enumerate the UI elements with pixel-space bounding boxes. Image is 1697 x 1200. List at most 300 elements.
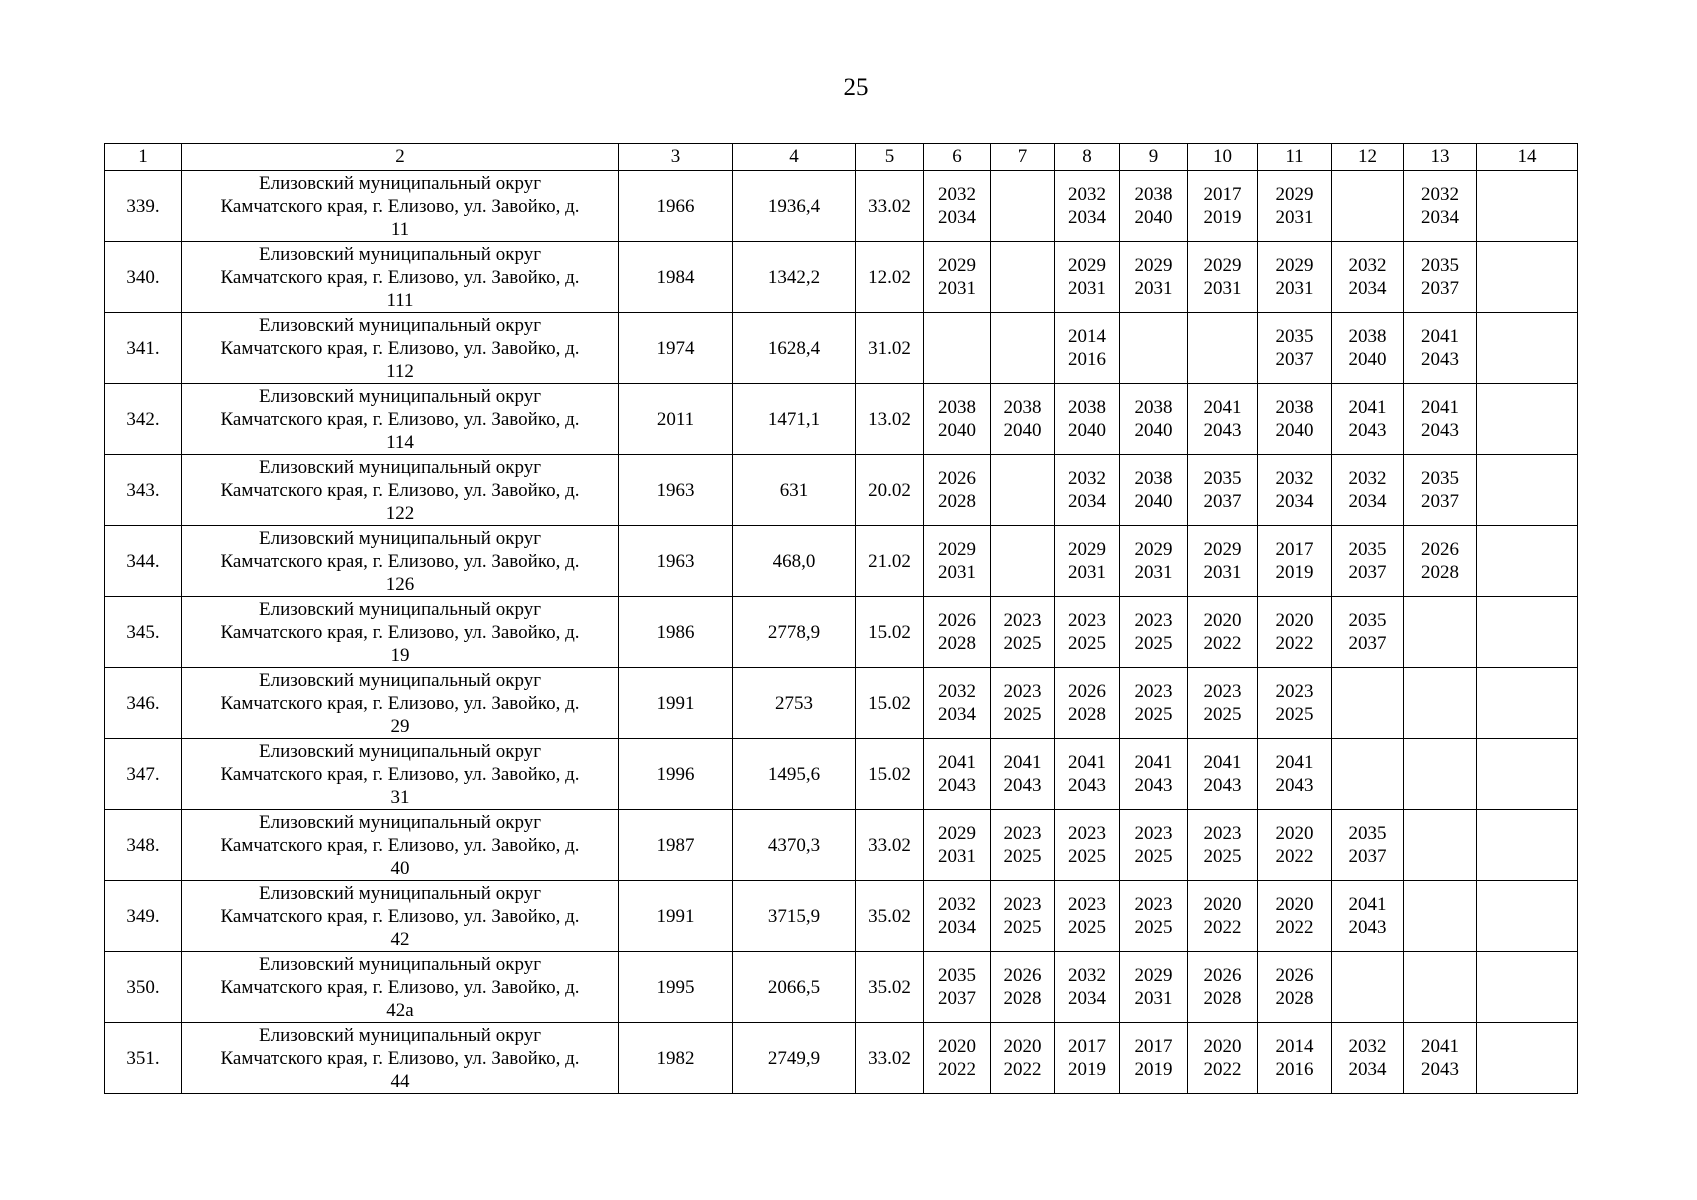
period-cell bbox=[1120, 810, 1188, 881]
period-end: 2034 bbox=[1348, 278, 1387, 299]
code-cell: 12.02 bbox=[856, 242, 924, 313]
address-line: Камчатского края, г. Елизово, ул. Завойко, д. bbox=[220, 1047, 580, 1069]
period-end: 2037 bbox=[1348, 633, 1387, 654]
area-cell: 4370,3 bbox=[733, 810, 856, 881]
row-number-cell: 351. bbox=[105, 1023, 182, 1094]
period-start: 2038 bbox=[1068, 397, 1106, 418]
period-end: 2034 bbox=[1348, 1059, 1387, 1080]
period-end: 2037 bbox=[1275, 349, 1314, 370]
period-end: 2034 bbox=[1068, 988, 1106, 1009]
period-start: 2041 bbox=[1421, 326, 1459, 347]
period-end: 2043 bbox=[1348, 420, 1387, 441]
period-cell bbox=[924, 810, 991, 881]
period-cell bbox=[1477, 881, 1578, 952]
period-cell bbox=[991, 668, 1055, 739]
period-cell bbox=[1332, 171, 1404, 242]
period-cell bbox=[1477, 384, 1578, 455]
address-line: Елизовский муниципальный округ bbox=[259, 385, 541, 407]
row-number-cell: 343. bbox=[105, 455, 182, 526]
period-start: 2029 bbox=[1134, 539, 1173, 560]
column-header: 14 bbox=[1477, 144, 1578, 171]
period-end: 2025 bbox=[1275, 704, 1314, 725]
column-header: 4 bbox=[733, 144, 856, 171]
address-line: 111 bbox=[386, 289, 414, 311]
period-cell bbox=[1188, 384, 1258, 455]
code-cell: 35.02 bbox=[856, 881, 924, 952]
column-header: 7 bbox=[991, 144, 1055, 171]
period-start: 2032 bbox=[1275, 468, 1314, 489]
period-end: 2034 bbox=[1348, 491, 1387, 512]
area-cell: 631 bbox=[733, 455, 856, 526]
address-line: Елизовский муниципальный округ bbox=[259, 811, 541, 833]
address-cell bbox=[182, 455, 619, 526]
period-start: 2020 bbox=[1203, 610, 1242, 631]
period-end: 2025 bbox=[1068, 846, 1106, 867]
period-cell bbox=[924, 739, 991, 810]
period-end: 2025 bbox=[1003, 846, 1042, 867]
address-cell bbox=[182, 597, 619, 668]
period-start: 2029 bbox=[1275, 255, 1314, 276]
period-end: 2043 bbox=[1275, 775, 1314, 796]
period-end: 2037 bbox=[1348, 846, 1387, 867]
row-number-cell: 342. bbox=[105, 384, 182, 455]
area-cell: 2066,5 bbox=[733, 952, 856, 1023]
period-start: 2020 bbox=[938, 1036, 976, 1057]
period-cell bbox=[1404, 526, 1477, 597]
period-end: 2022 bbox=[1203, 1059, 1242, 1080]
area-cell: 2749,9 bbox=[733, 1023, 856, 1094]
period-cell bbox=[1188, 1023, 1258, 1094]
period-cell bbox=[1120, 313, 1188, 384]
period-end: 2040 bbox=[1134, 207, 1173, 228]
period-start: 2017 bbox=[1068, 1036, 1106, 1057]
period-start: 2023 bbox=[1134, 823, 1173, 844]
period-cell bbox=[1258, 952, 1332, 1023]
period-end: 2040 bbox=[1003, 420, 1042, 441]
address-line: Елизовский муниципальный округ bbox=[259, 669, 541, 691]
period-end: 2022 bbox=[1275, 917, 1314, 938]
period-cell bbox=[991, 597, 1055, 668]
header-row bbox=[105, 144, 1578, 171]
address-cell bbox=[182, 1023, 619, 1094]
year-built-cell: 1996 bbox=[619, 739, 733, 810]
period-cell bbox=[1055, 313, 1120, 384]
period-start: 2035 bbox=[1275, 326, 1314, 347]
period-cell bbox=[1332, 881, 1404, 952]
period-cell bbox=[1120, 668, 1188, 739]
period-cell bbox=[1404, 597, 1477, 668]
period-end: 2019 bbox=[1203, 207, 1242, 228]
period-end: 2043 bbox=[1203, 775, 1242, 796]
period-cell bbox=[1332, 952, 1404, 1023]
period-end: 2043 bbox=[1421, 349, 1459, 370]
period-cell bbox=[1332, 526, 1404, 597]
address-line: Камчатского края, г. Елизово, ул. Завойко, д. bbox=[220, 976, 580, 998]
row-number-cell: 349. bbox=[105, 881, 182, 952]
period-start: 2023 bbox=[1003, 823, 1042, 844]
period-cell bbox=[991, 1023, 1055, 1094]
period-cell bbox=[1332, 455, 1404, 526]
period-cell bbox=[1055, 455, 1120, 526]
period-cell bbox=[1055, 739, 1120, 810]
period-start: 2029 bbox=[1275, 184, 1314, 205]
year-built-cell: 1966 bbox=[619, 171, 733, 242]
period-cell bbox=[1404, 1023, 1477, 1094]
address-cell bbox=[182, 242, 619, 313]
period-cell bbox=[1055, 242, 1120, 313]
address-line: Камчатского края, г. Елизово, ул. Завойко, д. bbox=[220, 479, 580, 501]
period-end: 2043 bbox=[1003, 775, 1042, 796]
address-line: 42 bbox=[390, 928, 410, 950]
period-cell bbox=[1188, 668, 1258, 739]
column-header: 10 bbox=[1188, 144, 1258, 171]
period-cell bbox=[924, 881, 991, 952]
year-built-cell: 1984 bbox=[619, 242, 733, 313]
period-cell bbox=[1188, 526, 1258, 597]
period-start: 2032 bbox=[1348, 255, 1387, 276]
period-cell bbox=[924, 668, 991, 739]
column-header: 8 bbox=[1055, 144, 1120, 171]
period-end: 2031 bbox=[1068, 562, 1106, 583]
address-line: 11 bbox=[390, 218, 410, 240]
period-start: 2035 bbox=[1203, 468, 1242, 489]
table-row bbox=[105, 1023, 1578, 1094]
period-start: 2035 bbox=[1348, 539, 1387, 560]
area-cell: 1628,4 bbox=[733, 313, 856, 384]
year-built-cell: 1963 bbox=[619, 526, 733, 597]
period-start: 2038 bbox=[1003, 397, 1042, 418]
buildings-table bbox=[104, 143, 1578, 1094]
column-header: 2 bbox=[182, 144, 619, 171]
period-start: 2014 bbox=[1068, 326, 1106, 347]
period-end: 2019 bbox=[1134, 1059, 1173, 1080]
address-cell bbox=[182, 739, 619, 810]
address-line: Камчатского края, г. Елизово, ул. Завойко, д. bbox=[220, 834, 580, 856]
period-cell bbox=[1404, 242, 1477, 313]
period-end: 2025 bbox=[1134, 633, 1173, 654]
period-cell bbox=[924, 171, 991, 242]
period-end: 2031 bbox=[1134, 562, 1173, 583]
period-end: 2037 bbox=[1348, 562, 1387, 583]
period-start: 2035 bbox=[1421, 255, 1459, 276]
period-cell bbox=[924, 1023, 991, 1094]
period-start: 2017 bbox=[1275, 539, 1314, 560]
period-start: 2038 bbox=[1275, 397, 1314, 418]
period-start: 2038 bbox=[1348, 326, 1387, 347]
column-header: 11 bbox=[1258, 144, 1332, 171]
address-line: Камчатского края, г. Елизово, ул. Завойко, д. bbox=[220, 905, 580, 927]
column-header: 13 bbox=[1404, 144, 1477, 171]
period-end: 2031 bbox=[1134, 278, 1173, 299]
address-line: Камчатского края, г. Елизово, ул. Завойко, д. bbox=[220, 337, 580, 359]
period-cell bbox=[1258, 1023, 1332, 1094]
period-cell bbox=[1055, 668, 1120, 739]
period-cell bbox=[1055, 384, 1120, 455]
period-cell bbox=[1188, 739, 1258, 810]
code-cell: 20.02 bbox=[856, 455, 924, 526]
period-start: 2029 bbox=[938, 255, 976, 276]
period-cell bbox=[991, 171, 1055, 242]
period-start: 2026 bbox=[1203, 965, 1242, 986]
period-cell bbox=[1332, 668, 1404, 739]
year-built-cell: 2011 bbox=[619, 384, 733, 455]
column-header: 1 bbox=[105, 144, 182, 171]
period-start: 2026 bbox=[938, 468, 976, 489]
period-cell bbox=[1477, 242, 1578, 313]
code-cell: 31.02 bbox=[856, 313, 924, 384]
row-number-cell: 347. bbox=[105, 739, 182, 810]
code-cell: 33.02 bbox=[856, 810, 924, 881]
row-number-cell: 345. bbox=[105, 597, 182, 668]
period-end: 2031 bbox=[1203, 562, 1242, 583]
period-cell bbox=[1404, 810, 1477, 881]
period-cell bbox=[1477, 1023, 1578, 1094]
period-start: 2023 bbox=[1003, 894, 1042, 915]
period-start: 2023 bbox=[1275, 681, 1314, 702]
period-start: 2023 bbox=[1068, 610, 1106, 631]
period-end: 2025 bbox=[1134, 917, 1173, 938]
page-number: 25 bbox=[843, 74, 869, 101]
address-line: Камчатского края, г. Елизово, ул. Завойко, д. bbox=[220, 266, 580, 288]
period-start: 2038 bbox=[1134, 184, 1173, 205]
column-header: 9 bbox=[1120, 144, 1188, 171]
period-start: 2032 bbox=[1421, 184, 1459, 205]
period-cell bbox=[1404, 881, 1477, 952]
period-end: 2028 bbox=[938, 491, 976, 512]
period-end: 2031 bbox=[1068, 278, 1106, 299]
period-start: 2041 bbox=[1068, 752, 1106, 773]
address-line: Елизовский муниципальный округ bbox=[259, 172, 541, 194]
period-end: 2031 bbox=[1275, 278, 1314, 299]
period-start: 2020 bbox=[1203, 1036, 1242, 1057]
address-line: 29 bbox=[390, 715, 410, 737]
period-start: 2029 bbox=[1203, 255, 1242, 276]
period-cell bbox=[1258, 384, 1332, 455]
period-cell bbox=[1055, 171, 1120, 242]
period-end: 2040 bbox=[938, 420, 976, 441]
table-row bbox=[105, 242, 1578, 313]
period-cell bbox=[1332, 384, 1404, 455]
period-cell bbox=[1404, 739, 1477, 810]
period-cell bbox=[924, 384, 991, 455]
period-start: 2032 bbox=[938, 894, 976, 915]
period-start: 2020 bbox=[1003, 1036, 1042, 1057]
period-cell bbox=[1477, 171, 1578, 242]
period-cell bbox=[1404, 171, 1477, 242]
period-cell bbox=[1258, 881, 1332, 952]
period-start: 2041 bbox=[1421, 1036, 1459, 1057]
period-cell bbox=[1258, 739, 1332, 810]
year-built-cell: 1974 bbox=[619, 313, 733, 384]
period-end: 2034 bbox=[1068, 491, 1106, 512]
period-end: 2025 bbox=[1068, 633, 1106, 654]
period-end: 2031 bbox=[1275, 207, 1314, 228]
address-line: Камчатского края, г. Елизово, ул. Завойко, д. bbox=[220, 195, 580, 217]
table-row bbox=[105, 455, 1578, 526]
period-start: 2029 bbox=[1068, 255, 1106, 276]
period-end: 2028 bbox=[1275, 988, 1314, 1009]
code-cell: 15.02 bbox=[856, 739, 924, 810]
period-end: 2043 bbox=[1134, 775, 1173, 796]
address-line: Елизовский муниципальный округ bbox=[259, 882, 541, 904]
period-start: 2032 bbox=[1348, 1036, 1387, 1057]
period-start: 2032 bbox=[1348, 468, 1387, 489]
period-end: 2031 bbox=[1134, 988, 1173, 1009]
period-end: 2043 bbox=[1421, 1059, 1459, 1080]
period-start: 2029 bbox=[1134, 965, 1173, 986]
period-end: 2043 bbox=[1348, 917, 1387, 938]
period-end: 2025 bbox=[1003, 704, 1042, 725]
period-cell bbox=[1477, 313, 1578, 384]
row-number-cell: 346. bbox=[105, 668, 182, 739]
area-cell: 1936,4 bbox=[733, 171, 856, 242]
area-cell: 468,0 bbox=[733, 526, 856, 597]
period-start: 2029 bbox=[1134, 255, 1173, 276]
period-cell bbox=[924, 313, 991, 384]
period-cell bbox=[1332, 242, 1404, 313]
address-line: Елизовский муниципальный округ bbox=[259, 953, 541, 975]
period-start: 2035 bbox=[1348, 610, 1387, 631]
table-row bbox=[105, 171, 1578, 242]
period-start: 2023 bbox=[1134, 681, 1173, 702]
period-cell bbox=[991, 455, 1055, 526]
period-cell bbox=[1477, 810, 1578, 881]
period-cell bbox=[991, 952, 1055, 1023]
period-end: 2022 bbox=[1275, 846, 1314, 867]
period-cell bbox=[1055, 1023, 1120, 1094]
address-line: Камчатского края, г. Елизово, ул. Завойко, д. bbox=[220, 763, 580, 785]
period-start: 2020 bbox=[1203, 894, 1242, 915]
period-start: 2023 bbox=[1068, 894, 1106, 915]
address-cell bbox=[182, 668, 619, 739]
period-start: 2041 bbox=[938, 752, 976, 773]
column-header: 6 bbox=[924, 144, 991, 171]
period-start: 2026 bbox=[1068, 681, 1106, 702]
period-start: 2029 bbox=[938, 539, 976, 560]
period-cell bbox=[1120, 881, 1188, 952]
row-number-cell: 339. bbox=[105, 171, 182, 242]
period-cell bbox=[1477, 952, 1578, 1023]
period-end: 2040 bbox=[1134, 420, 1173, 441]
period-cell bbox=[991, 242, 1055, 313]
address-line: 112 bbox=[386, 360, 414, 382]
code-cell: 33.02 bbox=[856, 171, 924, 242]
period-end: 2040 bbox=[1068, 420, 1106, 441]
address-line: Камчатского края, г. Елизово, ул. Завойко, д. bbox=[220, 692, 580, 714]
code-cell: 13.02 bbox=[856, 384, 924, 455]
area-cell: 2753 bbox=[733, 668, 856, 739]
area-cell: 1495,6 bbox=[733, 739, 856, 810]
period-end: 2016 bbox=[1275, 1059, 1314, 1080]
period-cell bbox=[1404, 668, 1477, 739]
period-cell bbox=[1258, 810, 1332, 881]
period-start: 2029 bbox=[938, 823, 976, 844]
period-end: 2037 bbox=[1421, 491, 1459, 512]
period-cell bbox=[1120, 952, 1188, 1023]
period-start: 2023 bbox=[1203, 681, 1242, 702]
period-end: 2043 bbox=[1203, 420, 1242, 441]
period-end: 2022 bbox=[1003, 1059, 1042, 1080]
address-line: Камчатского края, г. Елизово, ул. Завойко, д. bbox=[220, 408, 580, 430]
address-cell bbox=[182, 313, 619, 384]
period-end: 2028 bbox=[1421, 562, 1459, 583]
table-row bbox=[105, 384, 1578, 455]
code-cell: 33.02 bbox=[856, 1023, 924, 1094]
period-start: 2023 bbox=[1134, 894, 1173, 915]
address-line: 126 bbox=[385, 573, 415, 595]
address-line: 40 bbox=[390, 857, 410, 879]
period-start: 2023 bbox=[1003, 681, 1042, 702]
period-start: 2023 bbox=[1003, 610, 1042, 631]
code-cell: 15.02 bbox=[856, 668, 924, 739]
address-cell bbox=[182, 810, 619, 881]
period-end: 2016 bbox=[1068, 349, 1106, 370]
row-number-cell: 341. bbox=[105, 313, 182, 384]
period-cell bbox=[1188, 171, 1258, 242]
period-start: 2032 bbox=[1068, 965, 1106, 986]
period-end: 2031 bbox=[938, 278, 976, 299]
period-start: 2032 bbox=[1068, 184, 1106, 205]
period-cell bbox=[991, 881, 1055, 952]
table-row bbox=[105, 313, 1578, 384]
period-cell bbox=[1258, 171, 1332, 242]
period-end: 2034 bbox=[1068, 207, 1106, 228]
period-cell bbox=[991, 313, 1055, 384]
period-cell bbox=[1258, 242, 1332, 313]
period-end: 2025 bbox=[1134, 704, 1173, 725]
period-cell bbox=[1188, 242, 1258, 313]
address-line: 114 bbox=[386, 431, 414, 453]
code-cell: 21.02 bbox=[856, 526, 924, 597]
period-cell bbox=[991, 384, 1055, 455]
period-start: 2026 bbox=[1421, 539, 1459, 560]
row-number-cell: 344. bbox=[105, 526, 182, 597]
period-start: 2023 bbox=[1134, 610, 1173, 631]
period-end: 2025 bbox=[1134, 846, 1173, 867]
period-start: 2041 bbox=[1134, 752, 1173, 773]
address-line: Елизовский муниципальный округ bbox=[259, 1024, 541, 1046]
period-end: 2040 bbox=[1348, 349, 1387, 370]
period-end: 2034 bbox=[938, 207, 976, 228]
period-start: 2020 bbox=[1275, 894, 1314, 915]
row-number-cell: 350. bbox=[105, 952, 182, 1023]
period-cell bbox=[1188, 313, 1258, 384]
period-start: 2041 bbox=[1203, 752, 1242, 773]
address-cell bbox=[182, 881, 619, 952]
period-end: 2034 bbox=[1275, 491, 1314, 512]
period-start: 2026 bbox=[1275, 965, 1314, 986]
period-cell bbox=[1120, 171, 1188, 242]
period-start: 2026 bbox=[1003, 965, 1042, 986]
period-end: 2031 bbox=[1203, 278, 1242, 299]
period-end: 2025 bbox=[1203, 846, 1242, 867]
period-cell bbox=[1404, 313, 1477, 384]
period-cell bbox=[1477, 455, 1578, 526]
period-end: 2034 bbox=[938, 917, 976, 938]
address-line: Камчатского края, г. Елизово, ул. Завойко, д. bbox=[220, 621, 580, 643]
period-end: 2031 bbox=[938, 562, 976, 583]
period-start: 2041 bbox=[1003, 752, 1042, 773]
address-line: 122 bbox=[385, 502, 415, 524]
row-number-cell: 348. bbox=[105, 810, 182, 881]
period-end: 2037 bbox=[1421, 278, 1459, 299]
table-row bbox=[105, 597, 1578, 668]
address-cell bbox=[182, 952, 619, 1023]
period-start: 2038 bbox=[938, 397, 976, 418]
address-cell bbox=[182, 384, 619, 455]
period-cell bbox=[1404, 455, 1477, 526]
address-line: 31 bbox=[390, 786, 410, 808]
